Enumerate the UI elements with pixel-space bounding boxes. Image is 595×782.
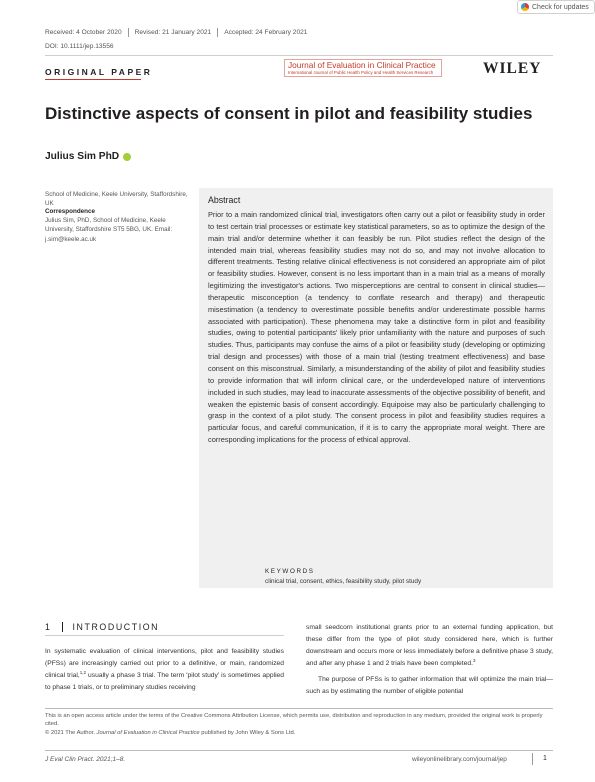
header-rule [45,55,553,56]
citation-line: J Eval Clin Pract. 2021;1–8. [45,756,126,763]
orcid-icon[interactable] [123,153,131,161]
copyright-text: © 2021 The Author. [45,729,97,736]
correspondence-details: Julius Sim, PhD, School of Medicine, Keele University, Staffordshire ST5 5BG, UK. Email: j.sim@keele.ac.uk [45,217,173,243]
author-name[interactable]: Julius Sim PhD [45,151,120,162]
license-text: This is an open access article under the terms of the Creative Commons Attribution License, which permits use, distribution and reproduction in any medium, provided the original work is properly cited. [45,713,543,728]
intro-paragraph-1-cont [306,622,553,670]
page-divider [532,753,533,765]
journal-logo [284,59,442,77]
correspondence-heading: Correspondence [45,208,96,215]
revised-date: Revised: 21 January 2021 [134,29,212,36]
journal-subtitle: International Journal of Public Health Policy and Health Services Research [288,70,434,75]
bottom-rule [45,750,553,751]
date-divider [128,28,129,37]
section-title: INTRODUCTION [72,622,160,632]
copyright-line [45,729,555,737]
date-divider [217,28,218,37]
check-for-updates-button[interactable] [517,0,595,14]
footer-rule [45,708,553,709]
intro-paragraph-1 [45,646,284,694]
intro-text: usually a phase 3 trial. The term 'pilot study' is sometimes applied to phase 1 trials, or to preliminary studies receiving [45,671,284,691]
citation-ref[interactable]: 3 [472,657,476,663]
abstract-heading: Abstract [208,195,241,205]
journal-title-prefix: Journal of [288,60,327,70]
citation-ref[interactable]: 1,2 [79,669,87,675]
intro-right-column [306,622,553,698]
paper-type-underline [45,79,141,80]
author [45,151,131,162]
affiliation: School of Medicine, Keele University, Staffordshire, UK [45,191,188,208]
accepted-date: Accepted: 24 February 2021 [224,29,308,36]
intro-left-column [45,646,284,694]
journal-title [288,61,438,70]
section-rule [45,635,284,636]
crossmark-icon [521,3,529,11]
keywords: clinical trial, consent, ethics, feasibility study, pilot study [265,578,422,585]
keywords-heading: KEYWORDS [265,568,315,575]
intro-paragraph-2: The purpose of PFSs is to gather information that will optimize the main trial—such as by estimating the number of eligible potential [306,675,553,695]
publisher-logo: WILEY [483,60,542,77]
section-heading [45,622,159,632]
copyright-text: published by John Wiley & Sons Ltd. [199,729,296,736]
article-dates [45,28,307,37]
intro-text: small seedcorn institutional grants prior to an external funding application, but these differ from the type of pilot study considered here, which is further downstream and occurs more or less immediately before a definitive phase 3 study, and after any phase 1 and 2 trials have been completed. [306,624,553,667]
check-for-updates-label: Check for updates [532,3,589,11]
article-title: Distinctive aspects of consent in pilot and feasibility studies [45,104,533,123]
section-divider [62,622,63,632]
page-number: 1 [543,755,547,762]
intro-text: In systematic evaluation of clinical interventions, pilot and feasibility studies (PFSs) are increasingly carried out prior to a definitive, or main, randomized clinical trial, [45,648,284,679]
license-footer [45,712,555,737]
doi[interactable]: DOI: 10.1111/jep.13556 [45,43,114,50]
copyright-journal: Journal of Evaluation in Clinical Practice [96,729,200,736]
section-number: 1 [45,622,52,632]
paper-type: ORIGINAL PAPER [45,67,153,77]
journal-url[interactable]: wileyonlinelibrary.com/journal/jep [412,756,507,763]
received-date: Received: 4 October 2020 [45,29,122,36]
abstract-text: Prior to a main randomized clinical trial, investigators often carry out a pilot or feasibility study in order to test certain trial processes or estimate key statistical parameters, so as to optimize the design of the main trial and/or determine whether it can feasibly be run. Pilot studies reflect the design of the intended main trial, whereas feasibility studies may not do so, and may not involve allocation to different treatments. Testing relative clinical effectiveness is not considered an appropriate aim of pilot or feasibility studies. However, consent is no less important than in a main trial as a means of morally legitimizing the investigator's actions. Two misperceptions are central to consent in clinical studies—therapeutic misconception (a tendency to conflate research and therapy) and therapeutic misestimation (a tendency to overestimate possible benefits and/or underestimate possible harms associated with participation). These phenomena may take a distinctive form in pilot and feasibility studies, owing to potential participants' likely prior unfamiliarity with the nature and purposes of such studies. Thus, participants may confuse the aims of a pilot or feasibility study (developing or optimizing trial design and processes) with those of a main trial (testing treatment effectiveness) and base consent on this misconstrual. Similarly, a misunderstanding of the ability of pilot and feasibility studies to provide information that will inform clinical care, or the underdeveloped nature of interventions included in such studies, may lead to inaccurate assessments of the objective possibility of benefit, and weaken the epistemic basis of consent accordingly. Equipoise may also be particularly challenging to grasp in the context of a pilot study. The consent process in pilot and feasibility studies requires a particular focus, and careful communication, if it is to carry the appropriate moral weight. There are corresponding implications for the process of ethical approval. [208,210,545,445]
journal-title-name: Evaluation in Clinical Practice [326,60,436,70]
